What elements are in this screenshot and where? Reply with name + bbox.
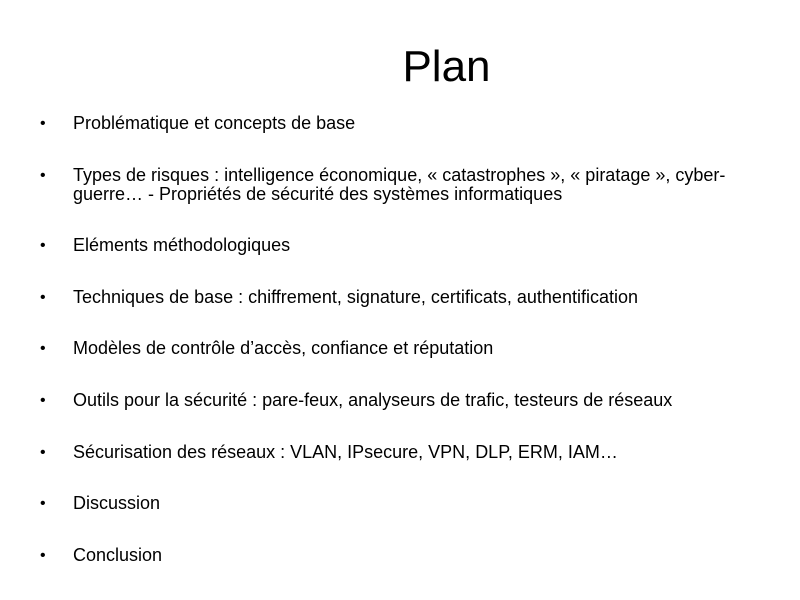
bullet-text: Modèles de contrôle d’accès, confiance et réputation [73,338,494,358]
bullet-icon: • [40,237,46,254]
bullet-text: Techniques de base : chiffrement, signature, certificats, authentification [73,287,638,307]
bullet-text: Types de risques : intelligence économique, « catastrophes », « piratage », cyber-guerre… - Propriétés de sécurité des systèmes informatiques [73,165,726,204]
bullet-icon: • [40,289,46,306]
bullet-icon: • [40,495,46,512]
bullet-text: Outils pour la sécurité : pare-feux, analyseurs de trafic, testeurs de réseaux [73,390,673,410]
bullet-icon: • [40,392,46,409]
bullet-text: Problématique et concepts de base [73,113,356,133]
bullet-icon: • [40,115,46,132]
bullet-text: Eléments méthodologiques [73,235,291,255]
bullet-icon: • [40,340,46,357]
bullet-text: Discussion [73,493,161,513]
bullet-text: Conclusion [73,545,163,565]
bullet-icon: • [40,444,46,461]
bullet-text: Sécurisation des réseaux : VLAN, IPsecure, VPN, DLP, ERM, IAM… [73,442,618,462]
slide-title: Plan [402,42,491,91]
bullet-icon: • [40,167,46,184]
bullet-icon: • [40,547,46,564]
